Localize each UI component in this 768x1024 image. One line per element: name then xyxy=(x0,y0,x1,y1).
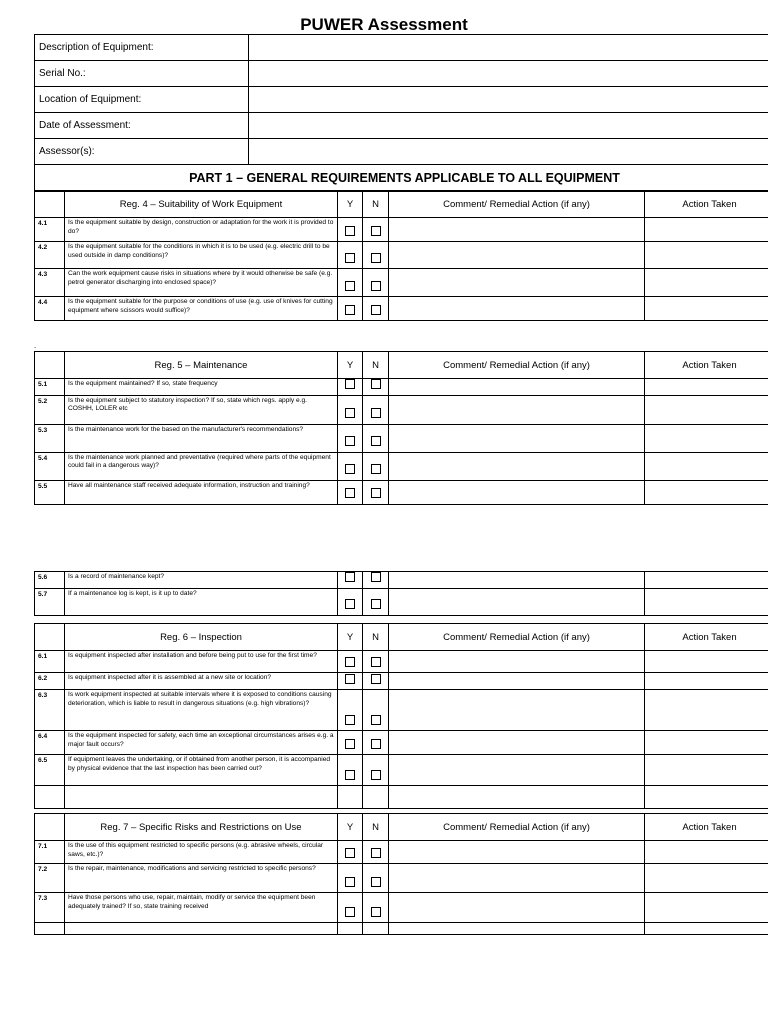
comment-field[interactable] xyxy=(389,395,645,424)
serial-field[interactable] xyxy=(249,61,768,87)
separator-mark: . xyxy=(34,341,37,350)
action-column-header: Action Taken xyxy=(645,352,768,379)
serial-label: Serial No.: xyxy=(35,61,249,87)
no-cell xyxy=(363,651,389,673)
question-number: 5.2 xyxy=(35,395,65,424)
no-checkbox[interactable] xyxy=(371,657,381,667)
action-taken-field[interactable] xyxy=(645,893,768,923)
question-number: 7.2 xyxy=(35,864,65,893)
comment-field[interactable] xyxy=(389,379,645,396)
action-taken-field[interactable] xyxy=(645,242,768,269)
reg5-heading: Reg. 5 – Maintenance xyxy=(65,352,338,379)
no-cell xyxy=(363,218,389,242)
question-text: Is the equipment suitable for the purpose or conditions of use (e.g. use of knives for cutting equipment where scissors would suffice)? xyxy=(65,297,338,321)
reg7-heading: Reg. 7 – Specific Risks and Restrictions on Use xyxy=(65,814,338,841)
no-cell xyxy=(363,755,389,786)
comment-field[interactable] xyxy=(389,893,645,923)
description-label: Description of Equipment: xyxy=(35,35,249,61)
part-heading-row xyxy=(35,165,768,192)
question-number: 7.1 xyxy=(35,841,65,864)
yes-cell xyxy=(338,379,363,396)
no-cell xyxy=(363,690,389,731)
question-number: 4.3 xyxy=(35,269,65,297)
blank-row xyxy=(35,923,768,935)
action-taken-field[interactable] xyxy=(645,572,768,589)
no-checkbox[interactable] xyxy=(371,488,381,498)
question-row xyxy=(35,841,768,864)
yes-checkbox[interactable] xyxy=(345,488,355,498)
action-taken-field[interactable] xyxy=(645,864,768,893)
no-checkbox[interactable] xyxy=(371,408,381,418)
no-checkbox[interactable] xyxy=(371,715,381,725)
action-taken-field[interactable] xyxy=(645,452,768,480)
comment-field[interactable] xyxy=(389,755,645,786)
comment-column-header: Comment/ Remedial Action (if any) xyxy=(389,814,645,841)
no-column-header: N xyxy=(363,624,389,651)
question-row xyxy=(35,424,768,452)
yes-checkbox[interactable] xyxy=(345,770,355,780)
question-number: 6.1 xyxy=(35,651,65,673)
question-text: Is equipment inspected after it is assembled at a new site or location? xyxy=(65,673,338,690)
question-row xyxy=(35,673,768,690)
yes-cell xyxy=(338,452,363,480)
reg4-heading: Reg. 4 – Suitability of Work Equipment xyxy=(65,191,338,218)
question-text: Is the repair, maintenance, modifications and servicing restricted to specific persons? xyxy=(65,864,338,893)
no-cell xyxy=(363,673,389,690)
no-checkbox[interactable] xyxy=(371,739,381,749)
question-number: 5.6 xyxy=(35,572,65,589)
comment-field[interactable] xyxy=(389,841,645,864)
action-taken-field[interactable] xyxy=(645,673,768,690)
question-row xyxy=(35,651,768,673)
yes-cell xyxy=(338,690,363,731)
date-field[interactable] xyxy=(249,113,768,139)
no-checkbox[interactable] xyxy=(371,281,381,291)
question-text: Is work equipment inspected at suitable intervals where it is exposed to conditions causing deterioration, which is liable to result in dangerous situations (e.g. high vibrations)? xyxy=(65,690,338,731)
no-cell xyxy=(363,424,389,452)
comment-field[interactable] xyxy=(389,269,645,297)
description-field[interactable] xyxy=(249,35,768,61)
comment-field[interactable] xyxy=(389,218,645,242)
yes-cell xyxy=(338,242,363,269)
header-number-cell xyxy=(35,814,65,841)
question-row xyxy=(35,864,768,893)
section-header-row xyxy=(35,624,768,651)
question-row xyxy=(35,731,768,755)
blank-cell xyxy=(65,923,338,935)
location-field[interactable] xyxy=(249,87,768,113)
info-row xyxy=(35,139,768,165)
yes-cell xyxy=(338,269,363,297)
info-row xyxy=(35,61,768,87)
question-row xyxy=(35,395,768,424)
yes-checkbox[interactable] xyxy=(345,877,355,887)
comment-column-header: Comment/ Remedial Action (if any) xyxy=(389,624,645,651)
action-column-header: Action Taken xyxy=(645,814,768,841)
no-column-header: N xyxy=(363,814,389,841)
yes-cell xyxy=(338,572,363,589)
no-cell xyxy=(363,452,389,480)
blank-cell xyxy=(338,923,363,935)
no-cell xyxy=(363,588,389,615)
question-row xyxy=(35,297,768,321)
yes-cell xyxy=(338,893,363,923)
action-taken-field[interactable] xyxy=(645,651,768,673)
action-column-header: Action Taken xyxy=(645,624,768,651)
comment-column-header: Comment/ Remedial Action (if any) xyxy=(389,191,645,218)
question-number: 5.1 xyxy=(35,379,65,396)
no-checkbox[interactable] xyxy=(371,464,381,474)
no-checkbox[interactable] xyxy=(371,305,381,315)
blank-cell xyxy=(338,786,363,809)
reg5-table xyxy=(34,351,768,505)
comment-field[interactable] xyxy=(389,480,645,504)
question-text: If a maintenance log is kept, is it up to date? xyxy=(65,588,338,615)
question-number: 4.2 xyxy=(35,242,65,269)
reg5-continued-table xyxy=(34,571,768,616)
action-taken-field[interactable] xyxy=(645,588,768,615)
blank-cell xyxy=(65,786,338,809)
action-taken-field[interactable] xyxy=(645,269,768,297)
yes-checkbox[interactable] xyxy=(345,379,355,389)
action-taken-field[interactable] xyxy=(645,786,768,809)
no-column-header: N xyxy=(363,191,389,218)
yes-checkbox[interactable] xyxy=(345,572,355,582)
action-taken-field[interactable] xyxy=(645,297,768,321)
reg7-table xyxy=(34,813,768,935)
question-number: 5.5 xyxy=(35,480,65,504)
question-text: If equipment leaves the undertaking, or if obtained from another person, it is accompanied by physical evidence that the last inspection has been carried out? xyxy=(65,755,338,786)
action-taken-field[interactable] xyxy=(645,480,768,504)
section-header-row xyxy=(35,814,768,841)
no-checkbox[interactable] xyxy=(371,907,381,917)
yes-checkbox[interactable] xyxy=(345,599,355,609)
yes-cell xyxy=(338,673,363,690)
comment-field[interactable] xyxy=(389,864,645,893)
date-label: Date of Assessment: xyxy=(35,113,249,139)
no-cell xyxy=(363,269,389,297)
yes-checkbox[interactable] xyxy=(345,436,355,446)
yes-column-header: Y xyxy=(338,814,363,841)
part1-heading: PART 1 – GENERAL REQUIREMENTS APPLICABLE TO ALL EQUIPMENT xyxy=(35,165,768,192)
no-checkbox[interactable] xyxy=(371,436,381,446)
no-checkbox[interactable] xyxy=(371,599,381,609)
info-row xyxy=(35,87,768,113)
question-number: 5.3 xyxy=(35,424,65,452)
action-column-header: Action Taken xyxy=(645,191,768,218)
action-taken-field[interactable] xyxy=(645,379,768,396)
question-number: 5.7 xyxy=(35,588,65,615)
action-taken-field[interactable] xyxy=(645,218,768,242)
info-row xyxy=(35,35,768,61)
yes-checkbox[interactable] xyxy=(345,305,355,315)
comment-field[interactable] xyxy=(389,786,645,809)
yes-cell xyxy=(338,297,363,321)
action-taken-field[interactable] xyxy=(645,841,768,864)
no-cell xyxy=(363,395,389,424)
yes-cell xyxy=(338,651,363,673)
no-cell xyxy=(363,572,389,589)
action-taken-field[interactable] xyxy=(645,424,768,452)
question-text: Is equipment inspected after installation and before being put to use for the first time? xyxy=(65,651,338,673)
question-text: Have all maintenance staff received adequate information, instruction and training? xyxy=(65,480,338,504)
no-cell xyxy=(363,242,389,269)
comment-field[interactable] xyxy=(389,297,645,321)
page-title: PUWER Assessment xyxy=(300,15,468,34)
yes-checkbox[interactable] xyxy=(345,674,355,684)
yes-checkbox[interactable] xyxy=(345,226,355,236)
assessor-field[interactable] xyxy=(249,139,768,165)
question-text: Is the equipment suitable by design, construction or adaptation for the work it is provided to do? xyxy=(65,218,338,242)
question-text: Is the equipment suitable for the conditions in which it is to be used (e.g. electric drill to be used outside in damp conditions)? xyxy=(65,242,338,269)
comment-field[interactable] xyxy=(389,731,645,755)
question-text: Is the maintenance work planned and preventative (required where parts of the equipment could fail in a dangerous way)? xyxy=(65,452,338,480)
question-row xyxy=(35,218,768,242)
blank-cell xyxy=(35,923,65,935)
reg4-table xyxy=(34,190,768,321)
no-cell xyxy=(363,731,389,755)
question-text: Is the use of this equipment restricted to specific persons (e.g. abrasive wheels, circular saws, etc.)? xyxy=(65,841,338,864)
comment-field[interactable] xyxy=(389,673,645,690)
question-number: 4.4 xyxy=(35,297,65,321)
action-taken-field[interactable] xyxy=(645,395,768,424)
yes-cell xyxy=(338,480,363,504)
question-number: 5.4 xyxy=(35,452,65,480)
question-text: Can the work equipment cause risks in situations where by it would otherwise be safe (e.g. petrol generator discharging into enclosed space)? xyxy=(65,269,338,297)
no-checkbox[interactable] xyxy=(371,226,381,236)
question-row xyxy=(35,572,768,589)
yes-checkbox[interactable] xyxy=(345,848,355,858)
yes-checkbox[interactable] xyxy=(345,408,355,418)
yes-checkbox[interactable] xyxy=(345,715,355,725)
action-taken-field[interactable] xyxy=(645,755,768,786)
yes-checkbox[interactable] xyxy=(345,464,355,474)
yes-checkbox[interactable] xyxy=(345,253,355,263)
action-taken-field[interactable] xyxy=(645,731,768,755)
question-row xyxy=(35,452,768,480)
action-taken-field[interactable] xyxy=(645,690,768,731)
assessor-label: Assessor(s): xyxy=(35,139,249,165)
yes-column-header: Y xyxy=(338,624,363,651)
no-checkbox[interactable] xyxy=(371,848,381,858)
yes-checkbox[interactable] xyxy=(345,739,355,749)
yes-cell xyxy=(338,588,363,615)
comment-field[interactable] xyxy=(389,424,645,452)
comment-field[interactable] xyxy=(389,242,645,269)
yes-cell xyxy=(338,755,363,786)
question-row xyxy=(35,755,768,786)
yes-checkbox[interactable] xyxy=(345,657,355,667)
no-cell xyxy=(363,893,389,923)
question-row xyxy=(35,379,768,396)
comment-field[interactable] xyxy=(389,923,645,935)
comment-column-header: Comment/ Remedial Action (if any) xyxy=(389,352,645,379)
yes-column-header: Y xyxy=(338,191,363,218)
header-number-cell xyxy=(35,191,65,218)
comment-field[interactable] xyxy=(389,690,645,731)
question-number: 6.5 xyxy=(35,755,65,786)
yes-cell xyxy=(338,864,363,893)
no-cell xyxy=(363,480,389,504)
question-text: Is the maintenance work for the based on the manufacturer's recommendations? xyxy=(65,424,338,452)
question-text: Is the equipment maintained? If so, state frequency xyxy=(65,379,338,396)
no-cell xyxy=(363,841,389,864)
info-row xyxy=(35,113,768,139)
question-text: Is the equipment inspected for safety, each time an exceptional circumstances arises e.g. a major fault occurs? xyxy=(65,731,338,755)
question-row xyxy=(35,269,768,297)
section-header-row xyxy=(35,191,768,218)
yes-cell xyxy=(338,841,363,864)
no-cell xyxy=(363,864,389,893)
yes-checkbox[interactable] xyxy=(345,907,355,917)
header-number-cell xyxy=(35,352,65,379)
question-row xyxy=(35,242,768,269)
question-row xyxy=(35,690,768,731)
no-checkbox[interactable] xyxy=(371,379,381,389)
no-checkbox[interactable] xyxy=(371,572,381,582)
question-number: 7.3 xyxy=(35,893,65,923)
blank-cell xyxy=(363,786,389,809)
question-number: 4.1 xyxy=(35,218,65,242)
header-number-cell xyxy=(35,624,65,651)
location-label: Location of Equipment: xyxy=(35,87,249,113)
yes-cell xyxy=(338,731,363,755)
yes-column-header: Y xyxy=(338,352,363,379)
no-cell xyxy=(363,379,389,396)
question-number: 6.2 xyxy=(35,673,65,690)
comment-field[interactable] xyxy=(389,588,645,615)
equipment-details-table xyxy=(34,34,768,192)
blank-row xyxy=(35,786,768,809)
question-number: 6.4 xyxy=(35,731,65,755)
comment-field[interactable] xyxy=(389,572,645,589)
blank-cell xyxy=(363,923,389,935)
reg6-table xyxy=(34,623,768,809)
no-cell xyxy=(363,297,389,321)
no-column-header: N xyxy=(363,352,389,379)
question-row xyxy=(35,588,768,615)
blank-cell xyxy=(35,786,65,809)
yes-checkbox[interactable] xyxy=(345,281,355,291)
question-text: Is the equipment subject to statutory inspection? If so, state which regs. apply e.g. COSHH, LOLER etc xyxy=(65,395,338,424)
question-text: Is a record of maintenance kept? xyxy=(65,572,338,589)
yes-cell xyxy=(338,395,363,424)
comment-field[interactable] xyxy=(389,452,645,480)
no-checkbox[interactable] xyxy=(371,253,381,263)
question-number: 6.3 xyxy=(35,690,65,731)
no-checkbox[interactable] xyxy=(371,674,381,684)
comment-field[interactable] xyxy=(389,651,645,673)
yes-cell xyxy=(338,218,363,242)
action-taken-field[interactable] xyxy=(645,923,768,935)
question-text: Have those persons who use, repair, maintain, modify or service the equipment been adequately trained? If so, state training received xyxy=(65,893,338,923)
reg6-heading: Reg. 6 – Inspection xyxy=(65,624,338,651)
no-checkbox[interactable] xyxy=(371,770,381,780)
question-row xyxy=(35,480,768,504)
no-checkbox[interactable] xyxy=(371,877,381,887)
yes-cell xyxy=(338,424,363,452)
section-header-row xyxy=(35,352,768,379)
question-row xyxy=(35,893,768,923)
